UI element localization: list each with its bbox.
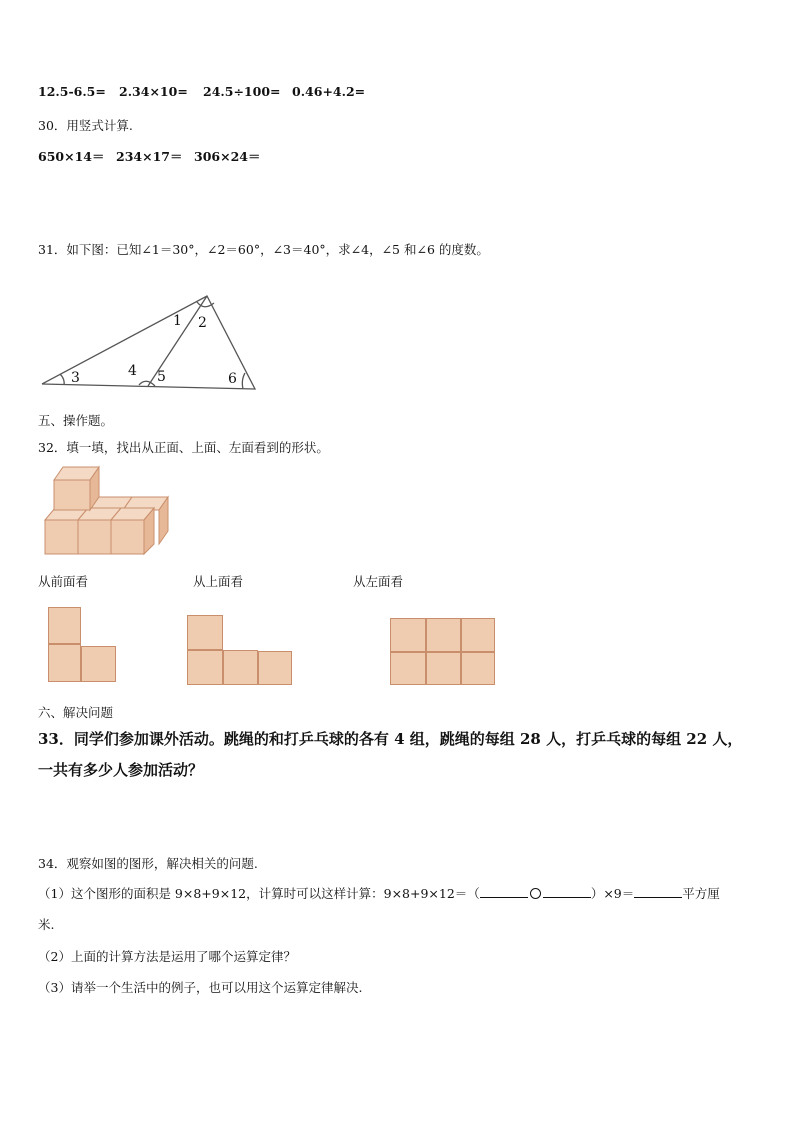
q32-title: 32．填一填，找出从正面、上面、左面看到的形状。 <box>38 440 329 455</box>
q30-item-3: 306×24＝ <box>194 149 261 164</box>
answer-blank-3[interactable] <box>634 885 682 898</box>
angle-label-3: 3 <box>71 370 80 386</box>
left-view-square <box>461 618 495 652</box>
q34-title: 34．观察如图的图形，解决相关的问题. <box>38 856 258 871</box>
angle-label-5: 5 <box>157 369 166 385</box>
q33-line-1: 33．同学们参加课外活动。跳绳的和打乒乓球的各有 4 组，跳绳的每组 28 人，打乒乓球的每组 22 人， <box>38 730 743 748</box>
left-view-square <box>390 618 426 652</box>
view-label-front: 从前面看 <box>38 574 89 589</box>
q34-part-3: （3）请举一个生活中的例子，也可以用这个运算定律解决. <box>38 980 363 995</box>
cube-front-upper <box>54 480 90 510</box>
view-label-top: 从上面看 <box>193 574 244 589</box>
q34-part-1 <box>38 884 720 902</box>
front-view-square <box>81 646 116 682</box>
angle-label-2: 2 <box>198 315 207 331</box>
q34-part-1-cont: 米. <box>38 917 55 932</box>
angle-label-4: 4 <box>128 363 137 379</box>
angle-label-6: 6 <box>228 371 237 387</box>
section-6-title: 六、解决问题 <box>38 705 114 720</box>
q34-part-1-text-a: （1）这个图形的面积是 9×8+9×12，计算时可以这样计算：9×8+9×12＝（ <box>38 886 480 901</box>
front-view-square <box>48 607 81 644</box>
calc-item-1: 12.5-6.5= <box>38 84 106 99</box>
answer-blank-2[interactable] <box>543 885 591 898</box>
top-view-square <box>187 615 223 650</box>
q30-item-2: 234×17＝ <box>116 149 183 164</box>
answer-blank-1[interactable] <box>480 885 528 898</box>
top-view-square <box>258 651 292 685</box>
section-5-title: 五、操作题。 <box>38 413 114 428</box>
q31-title: 31．如下图：已知∠1＝30°，∠2＝60°，∠3＝40°，求∠4，∠5 和∠6 的度数。 <box>38 242 489 257</box>
front-view-square <box>48 644 81 682</box>
angle-label-1: 1 <box>173 313 182 329</box>
q34-part-1-text-c: 平方厘 <box>682 886 720 901</box>
q30-title: 30．用竖式计算. <box>38 118 133 133</box>
q34-part-2: （2）上面的计算方法是运用了哪个运算定律？ <box>38 949 296 964</box>
q30-item-1: 650×14＝ <box>38 149 105 164</box>
top-view-square <box>187 650 223 685</box>
q34-part-1-text-b: ）×9＝ <box>590 886 635 901</box>
cube-front-2 <box>78 520 111 554</box>
calc-item-3: 24.5÷100= <box>203 84 281 99</box>
left-view-square <box>461 652 495 685</box>
calc-item-2: 2.34×10= <box>119 84 188 99</box>
view-label-left: 从左面看 <box>353 574 404 589</box>
top-view-square <box>223 650 258 685</box>
q33-line-2: 一共有多少人参加活动？ <box>38 761 204 779</box>
left-view-square <box>426 652 461 685</box>
operator-circle[interactable] <box>530 888 541 899</box>
calc-item-4: 0.46+4.2= <box>292 84 366 99</box>
cube-front-3 <box>111 520 144 554</box>
cube-front-1 <box>45 520 78 554</box>
left-view-square <box>390 652 426 685</box>
left-view-square <box>426 618 461 652</box>
